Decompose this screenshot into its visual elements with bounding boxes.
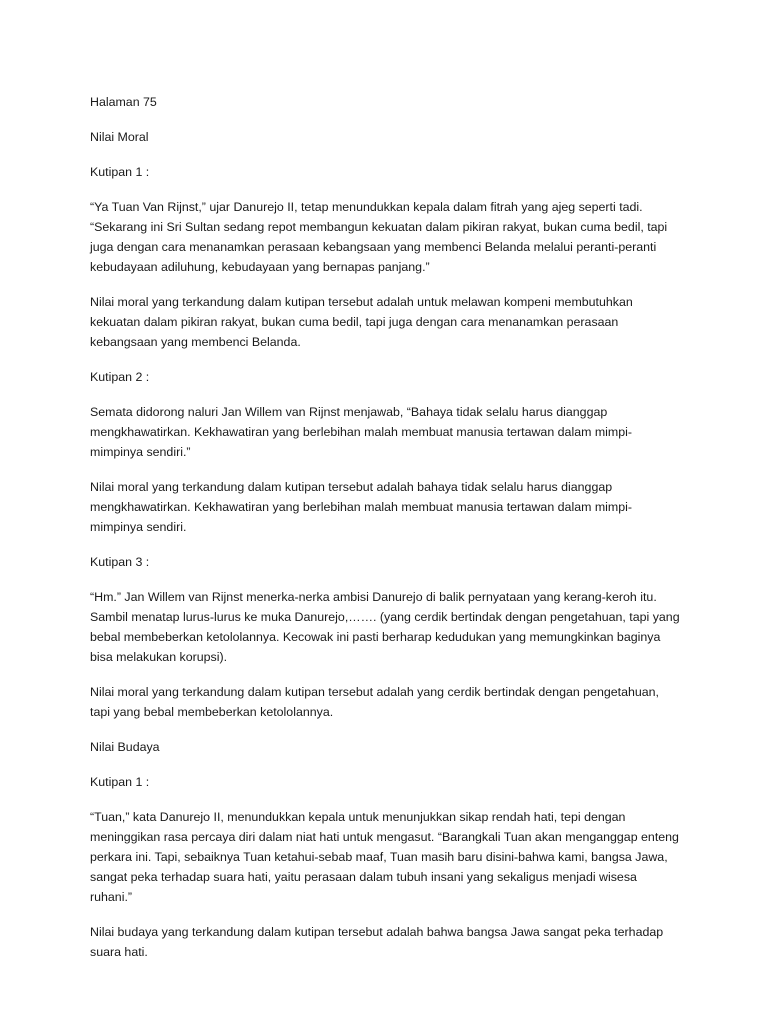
quote-paragraph-1: “Ya Tuan Van Rijnst,” ujar Danurejo II, tetap menundukkan kepala dalam fitrah yang ajeg seperti tadi. “Sekarang ini Sri Sultan sedang repot membangun kekuatan dalam pikiran rakyat, bukan cuma bedil, tapi juga dengan cara menanamkan perasaan kebangsaan yang membenci Belanda melalui peranti-peranti kebudayaan adiluhung, kebudayaan yang bernapas panjang.” [90, 200, 668, 274]
quote-label-3: Kutipan 3 : [90, 555, 150, 569]
quote-paragraph-3: “Hm.” Jan Willem van Rijnst menerka-nerka ambisi Danurejo di balik pernyataan yang kerang-keroh itu. Sambil menatap lurus-lurus ke muka Danurejo,……. (yang cerdik bertindak dengan pengetahuan, tapi yang bebal membeberkan ketololannya. Kecowak ini pasti berharap kedudukan yang memungkinkan baginya bisa melakukan korupsi). [90, 590, 680, 664]
quote-label-2: Kutipan 2 : [90, 370, 150, 384]
document-page [90, 92, 680, 977]
quote-paragraph-budaya-1: “Tuan,” kata Danurejo II, menundukkan kepala untuk menunjukkan sikap rendah hati, tepi dengan meninggikan rasa percaya diri dalam niat hati untuk mengasut. “Barangkali Tuan akan menganggap enteng perkara ini. Tapi, sebaiknya Tuan ketahui-sebab maaf, Tuan masih baru disini-bahwa kami, bangsa Jawa, sangat peka terhadap suara hati, yaitu perasaan dalam tubuh insani yang sekaligus menjadi wisesa ruhani.” [90, 810, 679, 904]
analysis-paragraph-2: Nilai moral yang terkandung dalam kutipan tersebut adalah bahaya tidak selalu harus dianggap mengkhawatirkan. Kekhawatiran yang berlebihan malah membuat manusia tertawan dalam mimpi-mimpinya sendiri. [90, 480, 633, 534]
analysis-paragraph-3: Nilai moral yang terkandung dalam kutipan tersebut adalah yang cerdik bertindak dengan pengetahuan, tapi yang bebal membeberkan ketololannya. [90, 685, 659, 719]
quote-paragraph-2: Semata didorong naluri Jan Willem van Rijnst menjawab, “Bahaya tidak selalu harus dianggap mengkhawatirkan. Kekhawatiran yang berlebihan malah membuat manusia tertawan dalam mimpi-mimpinya sendiri.” [90, 405, 633, 459]
section-heading-nilai-budaya: Nilai Budaya [90, 740, 160, 754]
page-number-label: Halaman 75 [90, 95, 157, 109]
analysis-paragraph-budaya-1: Nilai budaya yang terkandung dalam kutipan tersebut adalah bahwa bangsa Jawa sangat peka terhadap suara hati. [90, 925, 664, 959]
analysis-paragraph-1: Nilai moral yang terkandung dalam kutipan tersebut adalah untuk melawan kompeni membutuhkan kekuatan dalam pikiran rakyat, bukan cuma bedil, tapi juga dengan cara menanamkan perasaan kebangsaan yang membenci Belanda. [90, 295, 633, 349]
section-heading-nilai-moral: Nilai Moral [90, 130, 149, 144]
quote-label-1: Kutipan 1 : [90, 165, 150, 179]
quote-label-budaya-1: Kutipan 1 : [90, 775, 150, 789]
